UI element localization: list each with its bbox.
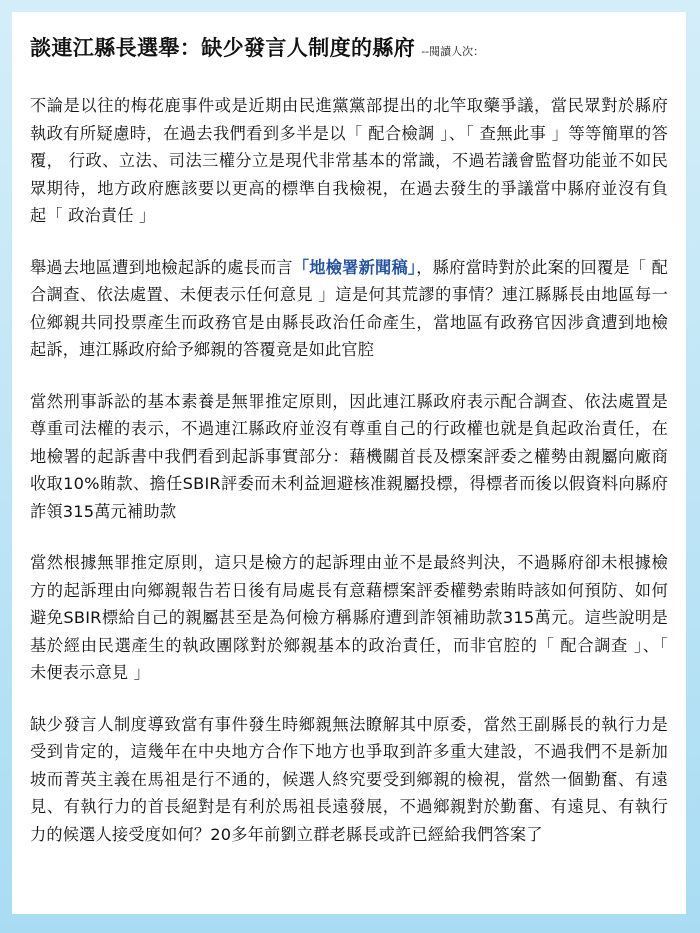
article-paragraph-1: 不論是以往的梅花鹿事件或是近期由民進黨黨部提出的北竿取藥爭議，當民眾對於縣府執政有所疑慮時，在過去我們看到多半是以「 配合檢調 」、「 查無此事 」等等簡單的答覆， 行政、立法、司法三權分立是現代非常基本的常識，不過若議會監督功能並不如民眾期待，地方政府應該要以更高的標準自我檢視，在過去發生的爭議當中縣府並沒有負起「 政治責任 」 [30, 96, 668, 225]
article-paragraph-5: 缺少發言人制度導致當有事件發生時鄉親無法瞭解其中原委，當然王副縣長的執行力是受到肯定的，這幾年在中央地方合作下地方也爭取到許多重大建設，不過我們不是新加坡而菁英主義在馬祖是行不通的，候選人終究要受到鄉親的檢視，當然一個勤奮、有遠見、有執行力的首長絕對是有利於馬祖長遠發展，不過鄉親對於勤奮、有遠見、有執行力的候選人接受度如何？20多年前劉立群老縣長或許已經給我們答案了 [30, 714, 668, 844]
article-paragraph-3: 當然刑事訴訟的基本素養是無罪推定原則，因此連江縣政府表示配合調查、依法處置是尊重司法權的表示，不過連江縣政府並沒有尊重自己的行政權也就是負起政治責任，在地檢署的起訴書中我們看到起訴事實部分：藉機關首長及標案評委之權勢由親屬向廠商收取10%賄款、擔任SBIR評委而未利益迴避核准親屬投標，得標者而後以假資料向縣府詐領315萬元補助款 [30, 391, 668, 521]
article-paragraph-2 [30, 254, 668, 364]
article-paragraph-4: 當然根據無罪推定原則，這只是檢方的起訴理由並不是最終判決，不過縣府卻未根據檢方的起訴理由向鄉親報告若日後有局處長有意藉標案評委權勢索賄時該如何預防、如何避免SBIR標給自己的親屬甚至是為何檢方稱縣府遭到詐領補助款315萬元。這些說明是基於經由民選產生的執政團隊對於鄉親基本的政治責任，而非官腔的「 配合調查 」、「 未便表示意見 」 [30, 553, 668, 682]
article-card [12, 12, 686, 914]
article-header [30, 32, 668, 62]
press-release-link[interactable]: 「地檢署新聞稿」 [292, 257, 417, 277]
article-title: 談連江縣長選舉：缺少發言人制度的縣府 [30, 36, 416, 60]
paragraph-2-text-after-link: ，縣府當時對於此案的回覆是「 配合調查、依法處置、未便表示任何意見 」這是何其荒謬的事情？連江縣縣長由地區每一位鄉親共同投票產生而政務官是由縣長政治任命產生，當地區有政務官因涉貪遭到地檢起訴，連江縣政府給予鄉親的答覆竟是如此官腔 [30, 257, 669, 359]
reader-count-label: --閱讀人次： [421, 45, 485, 58]
paragraph-2-text-before-link: 舉過去地區遭到地檢起訴的處長而言 [30, 257, 293, 277]
